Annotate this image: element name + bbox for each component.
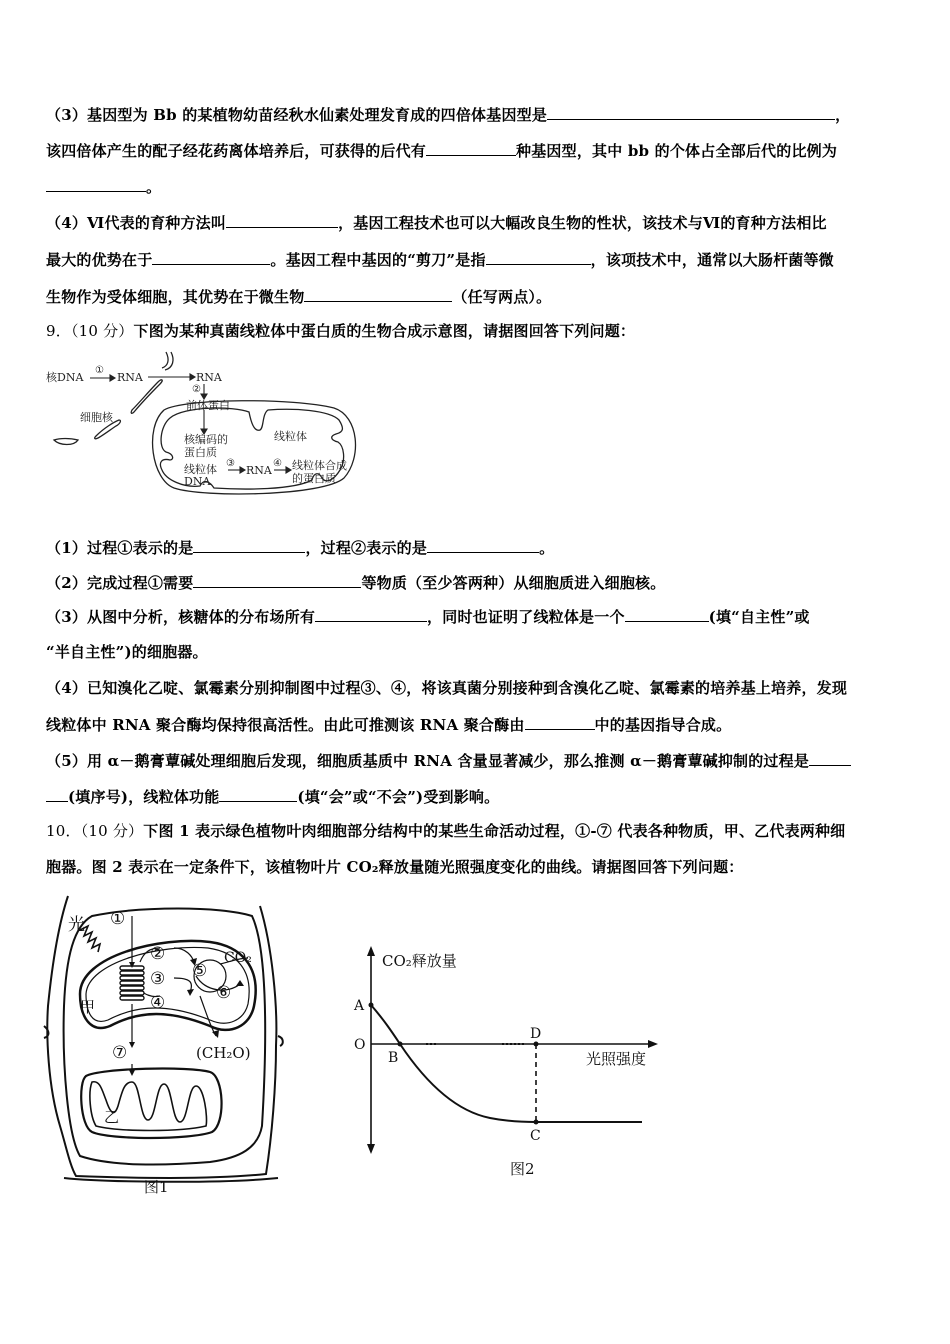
- text: 中的基因指导合成。: [594, 716, 732, 734]
- text: (填“自主性”或: [708, 608, 810, 626]
- text: ，同时也证明了线粒体是一个: [427, 608, 625, 626]
- text: 最大的优势在于: [46, 251, 153, 269]
- answer-blank[interactable]: [193, 572, 361, 588]
- text: （3）从图中分析，核糖体的分布场所有: [46, 608, 316, 626]
- answer-blank[interactable]: [486, 249, 591, 265]
- answer-blank[interactable]: [46, 786, 68, 802]
- point-b-label: B: [388, 1050, 399, 1066]
- question-score: （10 分）: [80, 822, 144, 840]
- text: （4）Ⅵ代表的育种方法叫: [46, 214, 227, 232]
- figure2-caption: 图2: [510, 1160, 535, 1178]
- text: 线粒体中 RNA 聚合酶均保持很高活性。由此可推测该 RNA 聚合酶由: [46, 716, 525, 734]
- text: （3）基因型为 Bb 的某植物幼苗经秋水仙素处理发育成的四倍体基因型是: [46, 106, 548, 124]
- q9-stem: [46, 321, 908, 341]
- q9-part2: [46, 572, 908, 593]
- q9-part4-line2: [46, 714, 908, 735]
- label-mitochondrion-yi: 乙: [104, 1108, 120, 1126]
- text: 胞器。图 2 表示在一定条件下，该植物叶片 CO₂释放量随光照强度变化的曲线。请据图回答下列问题：: [46, 858, 744, 876]
- q8-part4-line3: [46, 286, 908, 307]
- figure1-caption: 图1: [144, 1178, 169, 1196]
- text: （5）用 α－鹅膏蕈碱处理细胞后发现，细胞质基质中 RNA 含量显著减少，那么推测 α－鹅膏蕈碱抑制的过程是: [46, 752, 810, 770]
- label-nuclear-protein: 核编码的: [184, 433, 228, 446]
- text: ，过程②表示的是: [305, 539, 428, 557]
- label-chloroplast-jia: 甲: [80, 998, 96, 1016]
- label-mitochondrion: 线粒体: [274, 430, 307, 443]
- text: (填“会”或“不会”)受到影响。: [297, 788, 500, 806]
- answer-blank[interactable]: [427, 537, 539, 553]
- label-precursor-protein: 前体蛋白: [186, 399, 230, 412]
- label-mito-protein-2: 的蛋白质: [292, 472, 336, 485]
- mitochondria-protein-synthesis-diagram: [44, 348, 374, 508]
- label-substance-1: ①: [110, 909, 126, 929]
- label-step4: ④: [273, 458, 282, 469]
- text: 。: [539, 539, 555, 557]
- label-substance-6: ⑥: [216, 983, 232, 1003]
- label-nucleus: 细胞核: [80, 411, 113, 424]
- answer-blank[interactable]: [525, 714, 595, 730]
- label-co2: CO₂: [224, 950, 252, 966]
- y-axis-label: CO₂释放量: [382, 952, 457, 970]
- text: 种基因型，其中 bb 的个体占全部后代的比例为: [516, 142, 838, 160]
- label-substance-2: ②: [150, 944, 166, 964]
- label-light: 光: [68, 915, 85, 935]
- label-step2: ②: [192, 384, 201, 395]
- text: (填序号)，线粒体功能: [68, 788, 220, 806]
- q9-part5-line1: [46, 750, 908, 771]
- text: 该四倍体产生的配子经花药离体培养后，可获得的后代有: [46, 142, 427, 160]
- label-mito-dna: 线粒体: [184, 463, 217, 476]
- label-nuclear-dna: 核DNA: [46, 371, 84, 384]
- label-rna1: RNA: [117, 371, 143, 384]
- answer-blank[interactable]: [809, 750, 851, 766]
- q9-part4-line1: [46, 678, 908, 698]
- figure2-co2-curve: [340, 940, 670, 1180]
- label-substance-5: ⑤: [192, 961, 208, 981]
- answer-blank[interactable]: [152, 249, 270, 265]
- answer-blank[interactable]: [315, 606, 427, 622]
- q9-part5-line2: [46, 786, 908, 807]
- q9-part1: [46, 537, 908, 558]
- text: “半自主性”)的细胞器。: [46, 643, 208, 661]
- label-step3: ③: [226, 458, 235, 469]
- text: 。基因工程中基因的“剪刀”是指: [270, 251, 486, 269]
- figure1-svg: [40, 886, 300, 1206]
- question-number: 9．: [46, 322, 71, 340]
- q9-part3-line2: [46, 642, 908, 662]
- point-a-label: A: [354, 998, 365, 1014]
- label-substance-4: ④: [150, 993, 166, 1013]
- label-step1: ①: [95, 365, 104, 376]
- answer-blank[interactable]: [219, 786, 297, 802]
- text: ，该项技术中，通常以大肠杆菌等微: [590, 251, 834, 269]
- label-substance-3: ③: [150, 969, 166, 989]
- text: 等物质（至少答两种）从细胞质进入细胞核。: [361, 574, 666, 592]
- answer-blank[interactable]: [547, 104, 835, 120]
- text: 。: [146, 178, 162, 196]
- label-rna2: RNA: [196, 371, 222, 384]
- point-o-label: O: [354, 1037, 366, 1053]
- text: 下图为某种真菌线粒体中蛋白质的生物合成示意图，请据图回答下列问题：: [133, 322, 636, 340]
- point-c-label: C: [530, 1128, 541, 1144]
- text: （2）完成过程①需要: [46, 574, 194, 592]
- figure1-leaf-cell: [40, 886, 300, 1206]
- q8-part3-line1: [46, 104, 908, 125]
- text: ，基因工程技术也可以大幅改良生物的性状，该技术与Ⅵ的育种方法相比: [338, 214, 827, 232]
- text: （4）已知溴化乙啶、氯霉素分别抑制图中过程③、④，将该真菌分别接种到含溴化乙啶、氯霉素的培养基上培养，发现: [46, 679, 848, 697]
- label-nuclear-protein-2: 蛋白质: [184, 446, 217, 459]
- diagram-svg: [44, 348, 374, 508]
- q9-part3-line1: [46, 606, 908, 627]
- q8-part3-line2: [46, 140, 908, 161]
- x-axis-label: 光照强度: [586, 1050, 647, 1068]
- q8-part3-line3: [46, 176, 908, 197]
- question-score: （10 分）: [70, 322, 134, 340]
- label-substance-7: ⑦: [112, 1043, 128, 1063]
- text: （任写两点）。: [452, 288, 552, 306]
- answer-blank[interactable]: [304, 286, 452, 302]
- answer-blank[interactable]: [226, 212, 338, 228]
- label-ch2o: (CH₂O): [196, 1044, 251, 1062]
- answer-blank[interactable]: [426, 140, 516, 156]
- thylakoid-stack-icon: [120, 966, 144, 1000]
- q10-stem-line2: [46, 857, 908, 877]
- text: 生物作为受体细胞，其优势在于微生物: [46, 288, 305, 306]
- answer-blank[interactable]: [193, 537, 305, 553]
- text: （1）过程①表示的是: [46, 539, 194, 557]
- q10-stem-line1: [46, 821, 908, 841]
- answer-blank[interactable]: [46, 176, 146, 192]
- answer-blank[interactable]: [625, 606, 709, 622]
- label-rna3: RNA: [246, 464, 272, 477]
- q8-part4-line1: [46, 212, 908, 233]
- label-mito-protein: 线粒体合成: [292, 459, 347, 472]
- question-number: 10．: [46, 822, 81, 840]
- label-mito-dna-2: DNA: [184, 475, 211, 488]
- text: ，: [835, 106, 851, 124]
- text: 下图 1 表示绿色植物叶肉细胞部分结构中的某些生命活动过程，①-⑦ 代表各种物质，甲、乙代表两种细: [143, 822, 846, 840]
- point-d-label: D: [530, 1026, 542, 1042]
- figure2-svg: [340, 940, 670, 1180]
- q8-part4-line2: [46, 249, 908, 270]
